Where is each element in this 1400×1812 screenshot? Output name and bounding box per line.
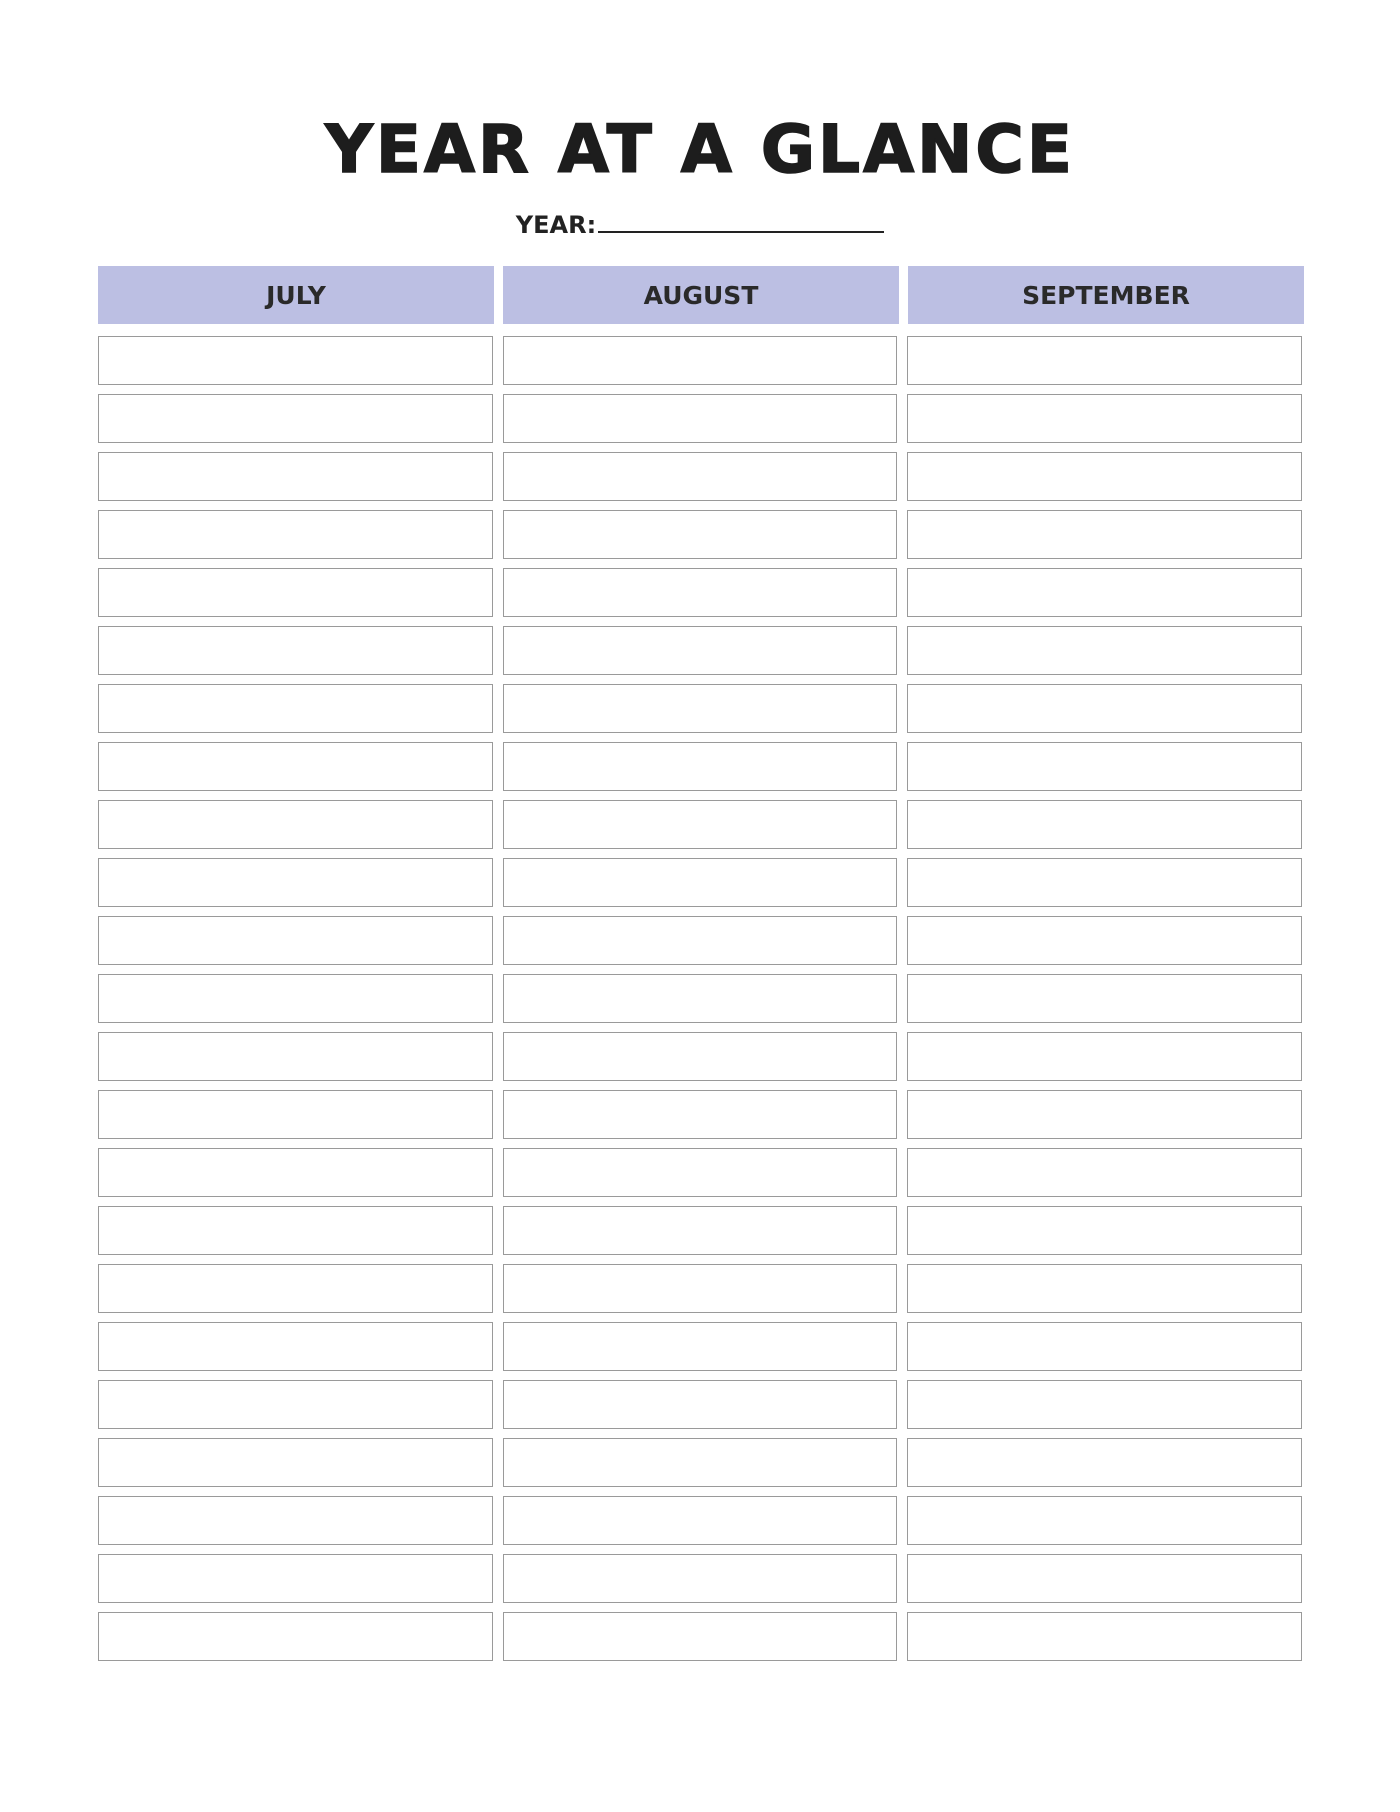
entry-cell-august[interactable] (503, 800, 898, 849)
entry-cell-august[interactable] (503, 916, 898, 965)
entry-cell-september[interactable] (907, 1438, 1302, 1487)
entry-cell-september[interactable] (907, 1612, 1302, 1661)
entry-cell-september[interactable] (907, 336, 1302, 385)
entry-cell-july[interactable] (98, 452, 493, 501)
entry-cell-july[interactable] (98, 336, 493, 385)
entry-cell-september[interactable] (907, 510, 1302, 559)
entry-cell-july[interactable] (98, 1206, 493, 1255)
entry-cell-august[interactable] (503, 742, 898, 791)
entry-cell-july[interactable] (98, 1090, 493, 1139)
month-headers (98, 266, 1304, 324)
entry-cell-august[interactable] (503, 1496, 898, 1545)
entry-cell-august[interactable] (503, 974, 898, 1023)
entry-cell-july[interactable] (98, 974, 493, 1023)
page-title: YEAR AT A GLANCE (325, 111, 1075, 188)
entry-cell-september[interactable] (907, 1206, 1302, 1255)
column-august (503, 336, 898, 1661)
entry-cell-july[interactable] (98, 858, 493, 907)
entry-cell-september[interactable] (907, 1554, 1302, 1603)
entry-cell-july[interactable] (98, 684, 493, 733)
entry-cell-august[interactable] (503, 1264, 898, 1313)
entry-cell-september[interactable] (907, 742, 1302, 791)
entry-cell-august[interactable] (503, 858, 898, 907)
entry-cell-july[interactable] (98, 742, 493, 791)
entry-cell-september[interactable] (907, 394, 1302, 443)
entry-cell-august[interactable] (503, 684, 898, 733)
entry-cell-september[interactable] (907, 916, 1302, 965)
entry-cell-august[interactable] (503, 1554, 898, 1603)
entry-cell-september[interactable] (907, 800, 1302, 849)
year-input-line[interactable] (598, 209, 884, 233)
entry-cell-july[interactable] (98, 1032, 493, 1081)
entry-cell-july[interactable] (98, 1322, 493, 1371)
entry-cell-july[interactable] (98, 510, 493, 559)
entry-cell-september[interactable] (907, 568, 1302, 617)
entry-cell-august[interactable] (503, 626, 898, 675)
entry-cell-september[interactable] (907, 626, 1302, 675)
entry-cell-july[interactable] (98, 1496, 493, 1545)
year-field-row (0, 209, 1400, 241)
entry-cell-september[interactable] (907, 858, 1302, 907)
entry-cell-september[interactable] (907, 1032, 1302, 1081)
entry-cell-august[interactable] (503, 1438, 898, 1487)
entry-cell-september[interactable] (907, 452, 1302, 501)
entry-cell-august[interactable] (503, 1380, 898, 1429)
planner-grid (98, 336, 1302, 1661)
entry-cell-july[interactable] (98, 394, 493, 443)
entry-cell-september[interactable] (907, 1322, 1302, 1371)
column-september (907, 336, 1302, 1661)
entry-cell-september[interactable] (907, 1496, 1302, 1545)
column-july (98, 336, 493, 1661)
month-header-september: SEPTEMBER (908, 266, 1304, 324)
entry-cell-august[interactable] (503, 394, 898, 443)
entry-cell-july[interactable] (98, 1438, 493, 1487)
entry-cell-july[interactable] (98, 1554, 493, 1603)
entry-cell-august[interactable] (503, 1032, 898, 1081)
entry-cell-august[interactable] (503, 510, 898, 559)
entry-cell-july[interactable] (98, 1612, 493, 1661)
year-label: YEAR: (515, 211, 597, 239)
entry-cell-september[interactable] (907, 1380, 1302, 1429)
entry-cell-august[interactable] (503, 1612, 898, 1661)
entry-cell-september[interactable] (907, 974, 1302, 1023)
entry-cell-july[interactable] (98, 568, 493, 617)
month-header-july: JULY (98, 266, 494, 324)
entry-cell-september[interactable] (907, 1148, 1302, 1197)
entry-cell-august[interactable] (503, 568, 898, 617)
entry-cell-august[interactable] (503, 1148, 898, 1197)
entry-cell-august[interactable] (503, 1322, 898, 1371)
entry-cell-september[interactable] (907, 1090, 1302, 1139)
entry-cell-september[interactable] (907, 1264, 1302, 1313)
entry-cell-july[interactable] (98, 626, 493, 675)
month-header-august: AUGUST (503, 266, 899, 324)
entry-cell-july[interactable] (98, 1380, 493, 1429)
entry-cell-july[interactable] (98, 916, 493, 965)
entry-cell-july[interactable] (98, 1264, 493, 1313)
entry-cell-july[interactable] (98, 800, 493, 849)
entry-cell-july[interactable] (98, 1148, 493, 1197)
entry-cell-august[interactable] (503, 336, 898, 385)
entry-cell-september[interactable] (907, 684, 1302, 733)
entry-cell-august[interactable] (503, 1206, 898, 1255)
entry-cell-august[interactable] (503, 452, 898, 501)
entry-cell-august[interactable] (503, 1090, 898, 1139)
